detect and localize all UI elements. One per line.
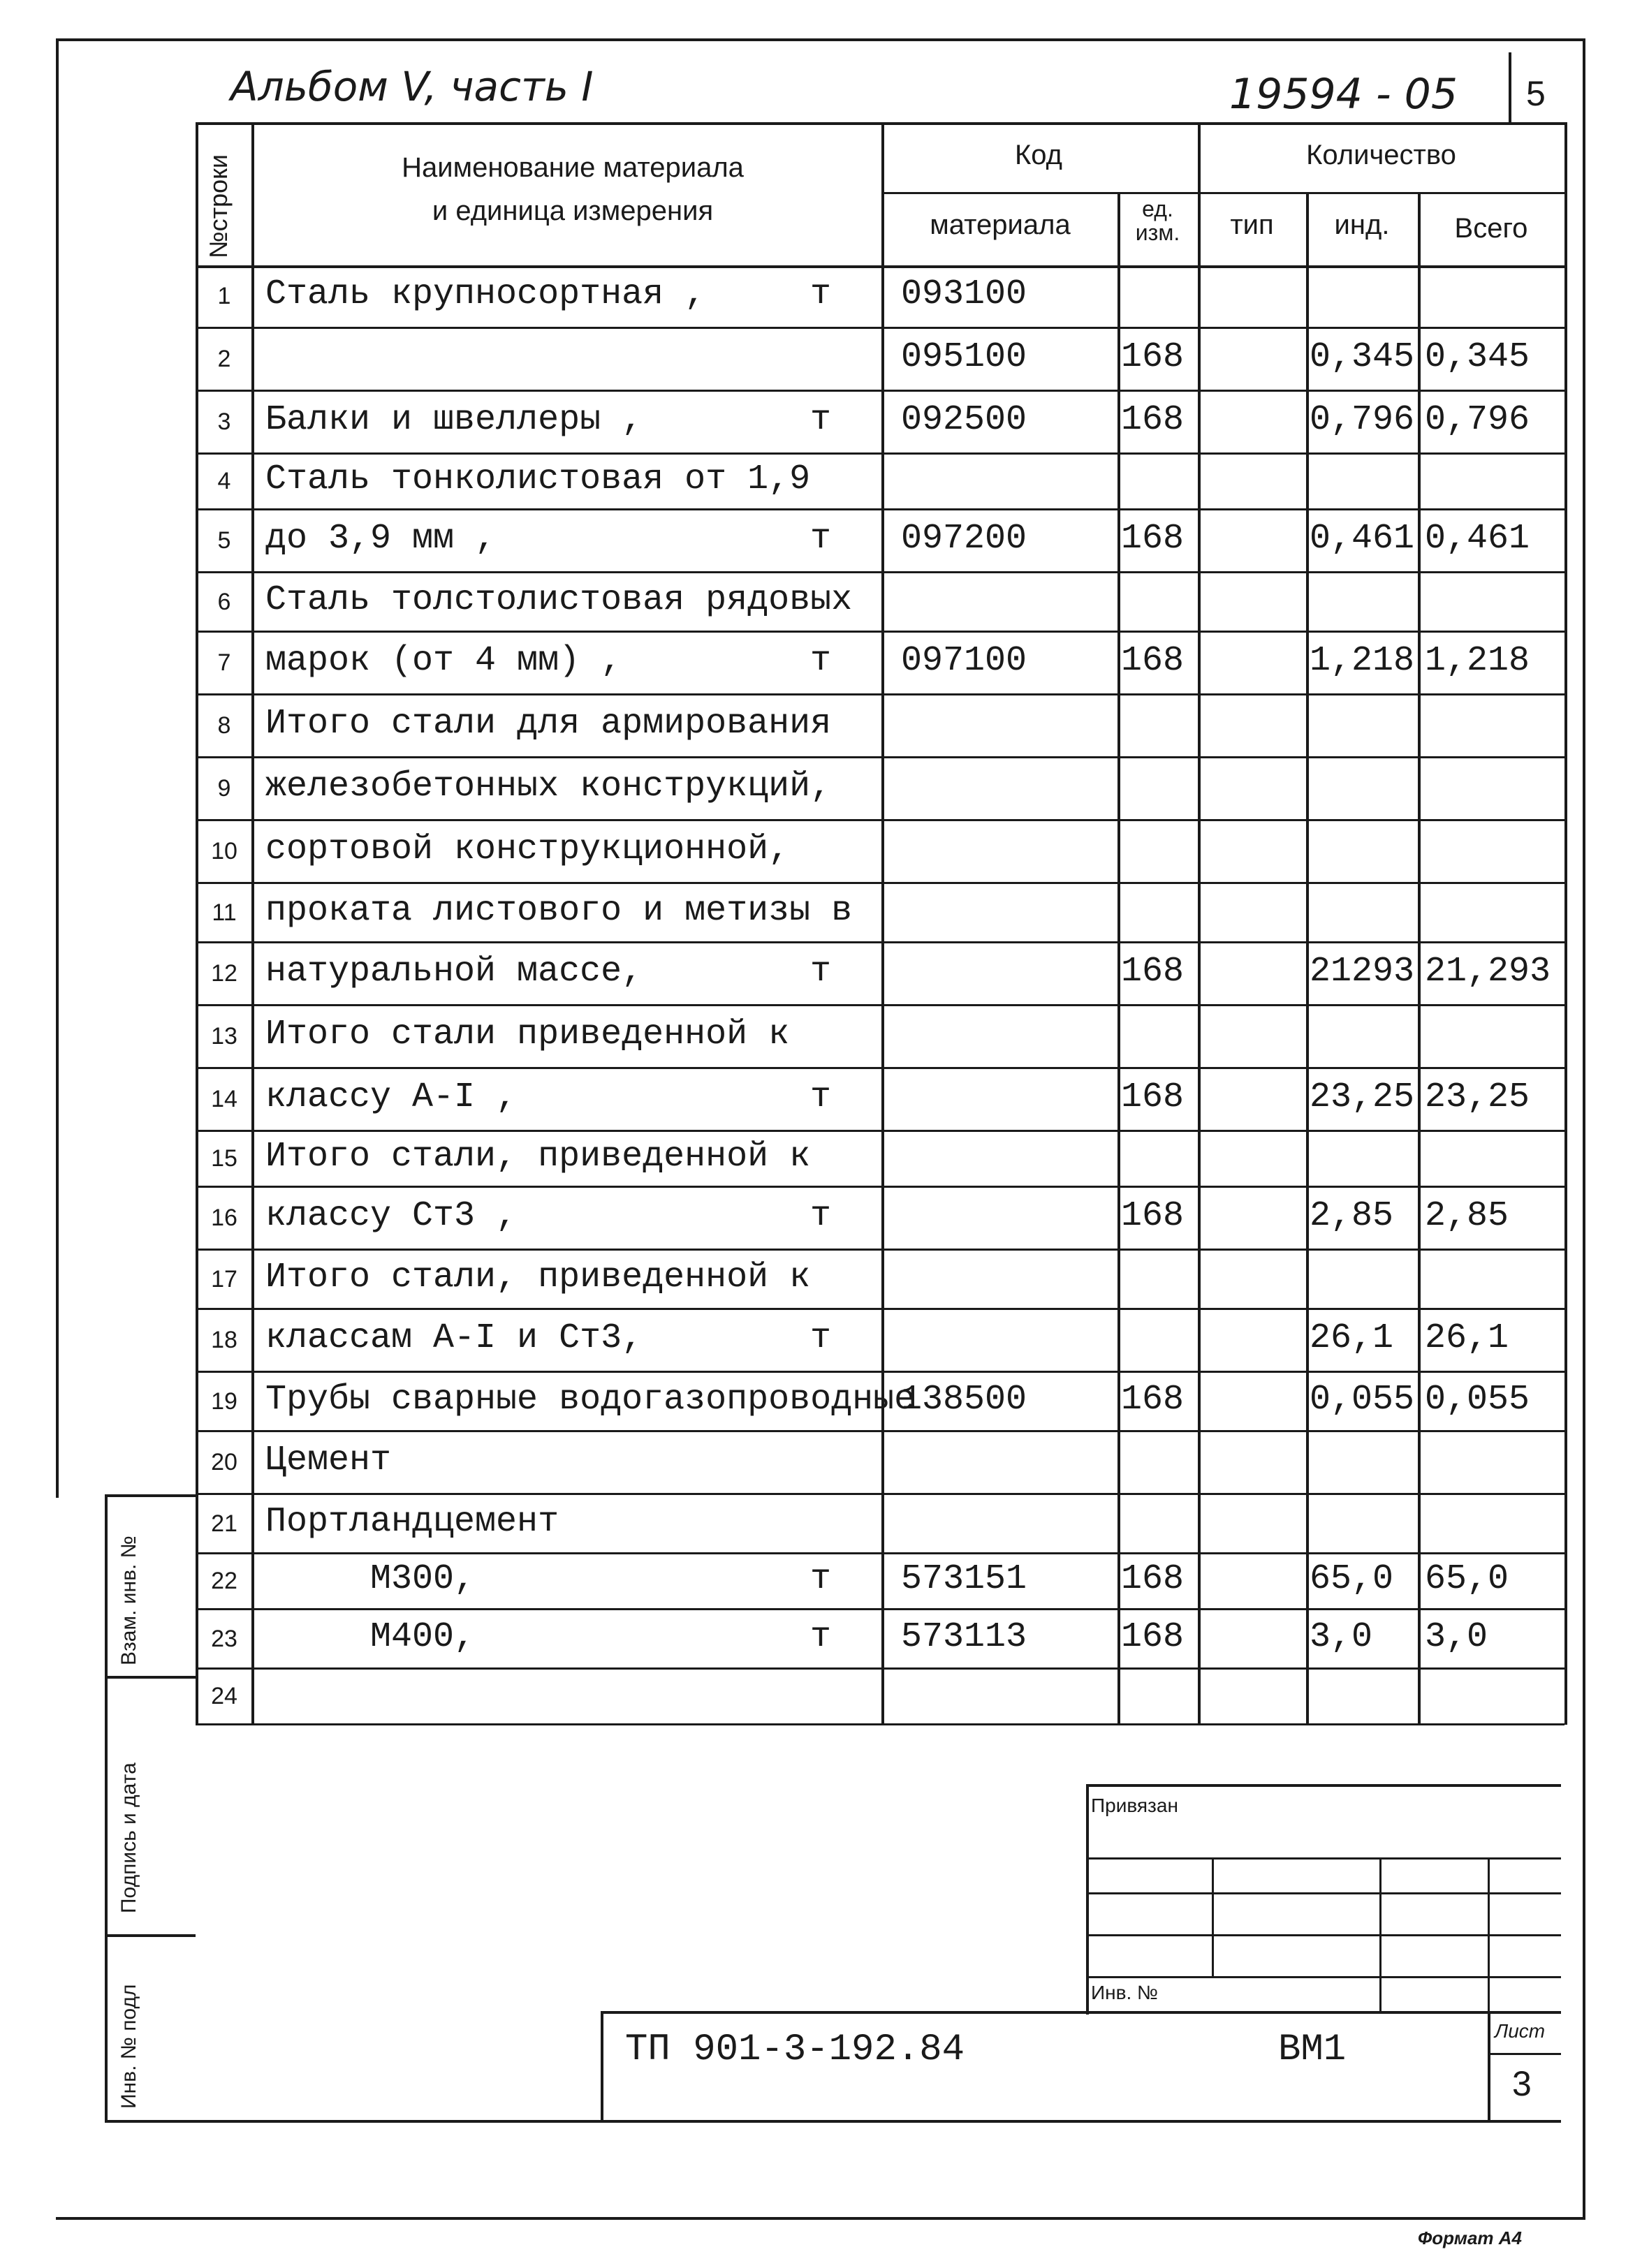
col-name-line1: Наименование материала [402,152,744,183]
qty-individual: 0,345 [1310,337,1415,377]
unit-code: 168 [1121,1617,1185,1657]
qty-total: 21,293 [1425,952,1551,992]
qty-total: 0,796 [1425,400,1530,440]
unit-code: 168 [1121,337,1185,377]
material-name: Итого стали, приведенной к [265,1257,811,1297]
qty-total: 0,055 [1425,1379,1530,1420]
unit: т [810,1077,832,1117]
qty-total: 23,25 [1425,1077,1530,1117]
label-vzam-inv: Взам. инв. № [117,1536,140,1665]
material-name: М300, [265,1559,476,1599]
row-number: 10 [211,838,237,864]
col-code-group: Код [1014,140,1062,170]
material-name: Трубы сварные водогазопроводные [265,1379,916,1420]
qty-individual: 0,055 [1310,1379,1415,1420]
row-number: 16 [211,1205,237,1231]
qty-individual: 1,218 [1310,641,1415,681]
row-number: 17 [211,1265,237,1293]
stamp-document-code: ТП 901-3-192.84 [625,2028,965,2071]
unit-code: 168 [1121,641,1185,681]
stamp-privyazan: Привязан [1091,1795,1178,1816]
stamp-inv-no: Инв. № [1091,1982,1159,2003]
qty-total: 0,461 [1425,519,1530,559]
material-name: Итого стали для армирования [265,704,832,744]
unit-code: 168 [1121,1077,1185,1117]
label-podpis-data: Подпись и дата [117,1762,140,1913]
qty-individual: 23,25 [1310,1077,1415,1117]
row-number: 15 [211,1145,237,1172]
unit: т [810,1617,832,1657]
material-name: марок (от 4 мм) , [265,641,622,681]
material-name: классу Ст3 , [265,1196,518,1236]
row-number: 14 [211,1086,237,1112]
row-number: 5 [217,527,231,554]
material-name: проката листового и метизы в [265,890,853,931]
qty-total: 2,85 [1425,1196,1509,1236]
qty-individual: 0,461 [1310,519,1415,559]
page-number: 5 [1526,74,1546,113]
row-number: 21 [211,1510,237,1537]
qty-total: 1,218 [1425,641,1530,681]
unit: т [810,400,832,440]
unit-code: 168 [1121,400,1185,440]
stamp-mark: ВМ1 [1278,2028,1347,2071]
format-label: Формат А4 [1418,2228,1522,2248]
stamp-sheet-number: 3 [1512,2064,1532,2103]
unit: т [810,519,832,559]
unit: т [810,274,832,314]
row-number: 11 [212,899,237,926]
row-number: 22 [211,1568,237,1594]
material-code: 138500 [901,1379,1027,1420]
material-name: Балки и швеллеры , [265,400,643,440]
unit: т [810,641,832,681]
material-name: Сталь тонколистовая от 1,9 [265,459,811,499]
material-name: классам А-I и Ст3, [265,1318,643,1358]
row-number: 12 [211,960,237,987]
qty-individual: 26,1 [1310,1318,1394,1358]
material-code: 573113 [901,1617,1027,1657]
qty-individual: 65,0 [1310,1559,1394,1599]
material-code: 092500 [901,400,1027,440]
unit: т [810,1196,832,1236]
unit-code: 168 [1121,1559,1185,1599]
row-number: 3 [217,408,231,435]
material-code: 573151 [901,1559,1027,1599]
col-code-unit: ед. изм. [1135,196,1180,245]
row-number: 4 [217,468,231,494]
qty-individual: 3,0 [1310,1617,1373,1657]
col-qty-type: тип [1230,209,1274,240]
stamp-sheet-label: Лист [1495,2020,1546,2042]
unit-code: 168 [1121,1196,1185,1236]
qty-total: 26,1 [1425,1318,1509,1358]
qty-individual: 2,85 [1310,1196,1394,1236]
material-name: железобетонных конструкций, [265,767,832,807]
row-number: 20 [211,1449,237,1475]
row-number: 18 [211,1327,237,1353]
row-number: 24 [211,1683,237,1709]
row-number: 13 [211,1023,237,1050]
row-number: 2 [217,346,231,372]
qty-total: 3,0 [1425,1617,1488,1657]
col-qty-group: Количество [1306,140,1456,170]
col-row-number: №строки [204,154,233,258]
material-code: 093100 [901,274,1027,314]
col-qty-total: Всего [1454,213,1528,244]
row-number: 7 [217,649,231,676]
qty-individual: 21293 [1310,952,1415,992]
document-code: 19594 - 05 [1229,70,1458,119]
material-name: Итого стали, приведенной к [265,1137,811,1177]
material-name: до 3,9 мм , [265,519,497,559]
row-number: 9 [217,775,231,802]
col-qty-ind: инд. [1334,209,1390,240]
unit: т [810,1318,832,1358]
material-name: Портландцемент [265,1501,559,1542]
material-name: сортовой конструкционной, [265,830,790,869]
material-name: натуральной массе, [265,952,643,992]
material-code: 097100 [901,641,1027,681]
row-number: 19 [211,1387,237,1415]
qty-individual: 0,796 [1310,400,1415,440]
material-name: Сталь крупносортная , [265,274,706,314]
unit-code: 168 [1121,1379,1185,1420]
row-number: 8 [217,712,231,739]
material-name: Сталь толстолистовая рядовых [265,580,853,620]
material-code: 097200 [901,519,1027,559]
row-number: 23 [211,1625,237,1652]
unit: т [810,1559,832,1599]
material-name: Цемент [265,1441,392,1480]
material-name: Итого стали приведенной к [265,1015,790,1054]
col-name-line2: и единица измерения [432,196,714,226]
row-number: 6 [217,588,231,615]
qty-total: 0,345 [1425,337,1530,377]
label-inv-podl: Инв. № подл [117,1984,140,2109]
col-code-material: материала [930,209,1071,240]
unit-code: 168 [1121,519,1185,559]
material-name: М400, [265,1617,476,1657]
material-code: 095100 [901,337,1027,377]
unit: т [810,952,832,992]
material-name: классу А-I , [265,1077,518,1117]
album-title: Альбом V, часть I [230,63,594,110]
qty-total: 65,0 [1425,1559,1509,1599]
unit-code: 168 [1121,952,1185,992]
row-number: 1 [217,283,231,309]
